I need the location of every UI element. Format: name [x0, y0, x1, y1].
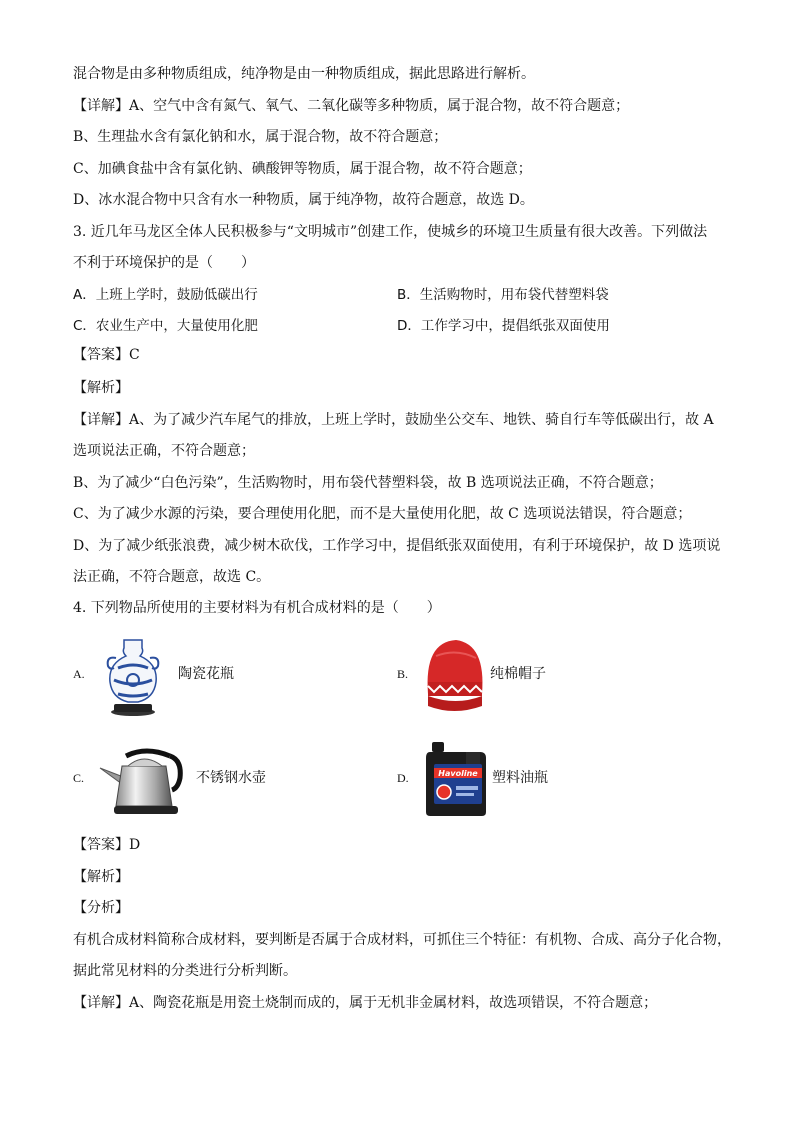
- question-3-stem: 不利于环境保护的是（ ）: [73, 255, 255, 271]
- porcelain-vase-image: [98, 636, 168, 718]
- q4-option-b-label: 纯棉帽子: [490, 666, 546, 682]
- text-line: 【详解】A、为了减少汽车尾气的排放，上班上学时，鼓励坐公交车、地铁、骑自行车等低碳出行，故 A: [73, 412, 714, 428]
- question-4-stem: 4. 下列物品所使用的主要材料为有机合成材料的是（ ）: [73, 600, 441, 616]
- plastic-oil-bottle-image: [426, 738, 490, 818]
- text-line: 混合物是由多种物质组成，纯净物是由一种物质组成，据此思路进行解析。: [73, 66, 535, 82]
- text-line: 【详解】A、空气中含有氮气、氧气、二氧化碳等多种物质，属于混合物，故不符合题意；: [73, 98, 630, 114]
- text-line: C、加碘食盐中含有氯化钠、碘酸钾等物质，属于混合物，故不符合题意；: [73, 161, 532, 177]
- q4-option-d-label: 塑料油瓶: [492, 770, 548, 786]
- q4-option-c-letter: C.: [73, 771, 85, 785]
- q3-answer: 【答案】C: [73, 347, 140, 363]
- text-line: D、为了减少纸张浪费，减少树木砍伐，工作学习中，提倡纸张双面使用，有利于环境保护，故 D 选项说: [73, 538, 721, 554]
- q4-fenxi-heading: 【分析】: [73, 900, 129, 916]
- text-line: B、生理盐水含有氯化钠和水，属于混合物，故不符合题意；: [73, 129, 448, 145]
- q3-option-b: B．生活购物时，用布袋代替塑料袋: [397, 287, 609, 303]
- text-line: 据此常见材料的分类进行分析判断。: [73, 963, 297, 979]
- text-line: D、冰水混合物中只含有水一种物质，属于纯净物，故符合题意，故选 D。: [73, 192, 534, 208]
- q3-option-d: D．工作学习中，提倡纸张双面使用: [397, 318, 610, 334]
- steel-kettle-image: [96, 740, 194, 818]
- q4-option-d-letter: D.: [397, 771, 409, 785]
- question-3-stem: 3. 近几年马龙区全体人民积极参与“文明城市”创建工作，使城乡的环境卫生质量有很大改善。下列做法: [73, 224, 708, 240]
- text-line: 有机合成材料简称合成材料，要判断是否属于合成材料，可抓住三个特征：有机物、合成、高分子化合物，: [73, 932, 731, 948]
- knit-hat-image: [422, 636, 486, 714]
- q3-analysis-heading: 【解析】: [73, 380, 129, 396]
- text-line: 【详解】A、陶瓷花瓶是用瓷土烧制而成的，属于无机非金属材料，故选项错误，不符合题意；: [73, 995, 658, 1011]
- q4-analysis-heading: 【解析】: [73, 869, 129, 885]
- q4-option-a-label: 陶瓷花瓶: [178, 666, 234, 682]
- q3-option-c: C．农业生产中，大量使用化肥: [73, 318, 258, 334]
- text-line: C、为了减少水源的污染，要合理使用化肥，而不是大量使用化肥，故 C 选项说法错误，符合题意；: [73, 506, 692, 522]
- q4-option-a-letter: A.: [73, 667, 85, 681]
- q4-answer: 【答案】D: [73, 837, 141, 853]
- q4-option-c-label: 不锈钢水壶: [196, 770, 266, 786]
- q4-option-b-letter: B.: [397, 667, 409, 681]
- text-line: 选项说法正确，不符合题意；: [73, 443, 255, 459]
- oil-brand-label: Havoline: [438, 769, 478, 778]
- q3-option-a: A．上班上学时，鼓励低碳出行: [73, 287, 258, 303]
- text-line: 法正确，不符合题意，故选 C。: [73, 569, 271, 585]
- text-line: B、为了减少“白色污染”，生活购物时，用布袋代替塑料袋，故 B 选项说法正确，不符合题意；: [73, 475, 663, 491]
